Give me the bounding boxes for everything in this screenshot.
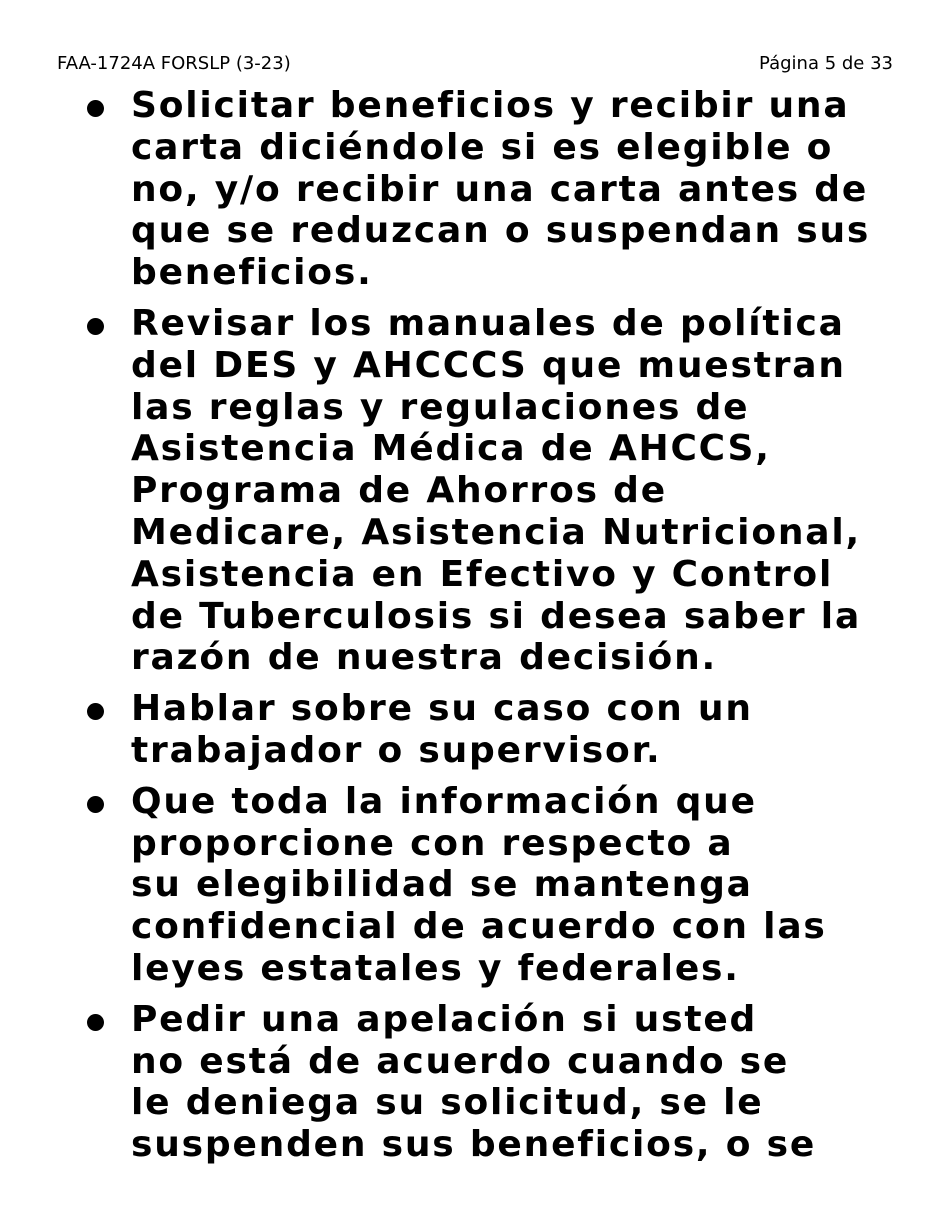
page-header	[57, 51, 893, 77]
list-item-line: trabajador o supervisor.	[131, 729, 662, 771]
list-item-line: Hablar sobre su caso con un	[131, 688, 753, 730]
bullet-icon	[87, 100, 104, 117]
rights-list	[0, 85, 950, 1175]
list-item-line: Que toda la información que	[131, 780, 757, 822]
list-item	[0, 999, 950, 1166]
list-item-line: confidencial de acuerdo con las	[131, 906, 827, 948]
list-item-line: Programa de Ahorros de	[131, 470, 667, 512]
list-item-line: le deniega su solicitud, se le	[131, 1082, 764, 1124]
bullet-icon	[87, 1014, 104, 1031]
bullet-icon	[87, 796, 104, 813]
list-item-line: proporcione con respecto a	[131, 822, 734, 864]
list-item-line: de Tuberculosis si desea saber la	[131, 595, 862, 637]
form-id: FAA-1724A FORSLP (3-23)	[57, 53, 291, 74]
list-item-line: leyes estatales y federales.	[131, 947, 740, 989]
list-item-line: Asistencia en Efectivo y Control	[131, 553, 834, 595]
list-item-line: su elegibilidad se mantenga	[131, 864, 753, 906]
list-item	[0, 781, 950, 990]
list-item-line: no, y/o recibir una carta antes de	[131, 168, 869, 210]
list-item-line: Asistencia Médica de AHCCS,	[131, 428, 771, 470]
list-item-line: Solicitar beneficios y recibir una	[131, 85, 850, 126]
list-item-line: no está de acuerdo cuando se	[131, 1040, 790, 1082]
list-item-line: carta diciéndole si es elegible o	[131, 126, 834, 168]
page-number: Página 5 de 33	[759, 53, 893, 74]
list-item-line: suspenden sus beneficios, o se	[131, 1124, 817, 1166]
list-item-line: Revisar los manuales de política	[131, 302, 845, 344]
list-item-line: razón de nuestra decisión.	[131, 637, 717, 679]
list-item	[0, 688, 950, 772]
list-item	[0, 85, 950, 294]
list-item-line: Pedir una apelación si usted	[131, 998, 758, 1040]
list-item-line: beneficios.	[131, 252, 373, 294]
bullet-icon	[87, 318, 104, 335]
list-item-line: Medicare, Asistencia Nutricional,	[131, 511, 861, 553]
list-item-line: que se reduzcan o suspendan sus	[131, 210, 871, 252]
list-item-line: del DES y AHCCCS que muestran	[131, 344, 846, 386]
bullet-icon	[87, 703, 104, 720]
list-item	[0, 303, 950, 679]
list-item-line: las reglas y regulaciones de	[131, 386, 750, 428]
